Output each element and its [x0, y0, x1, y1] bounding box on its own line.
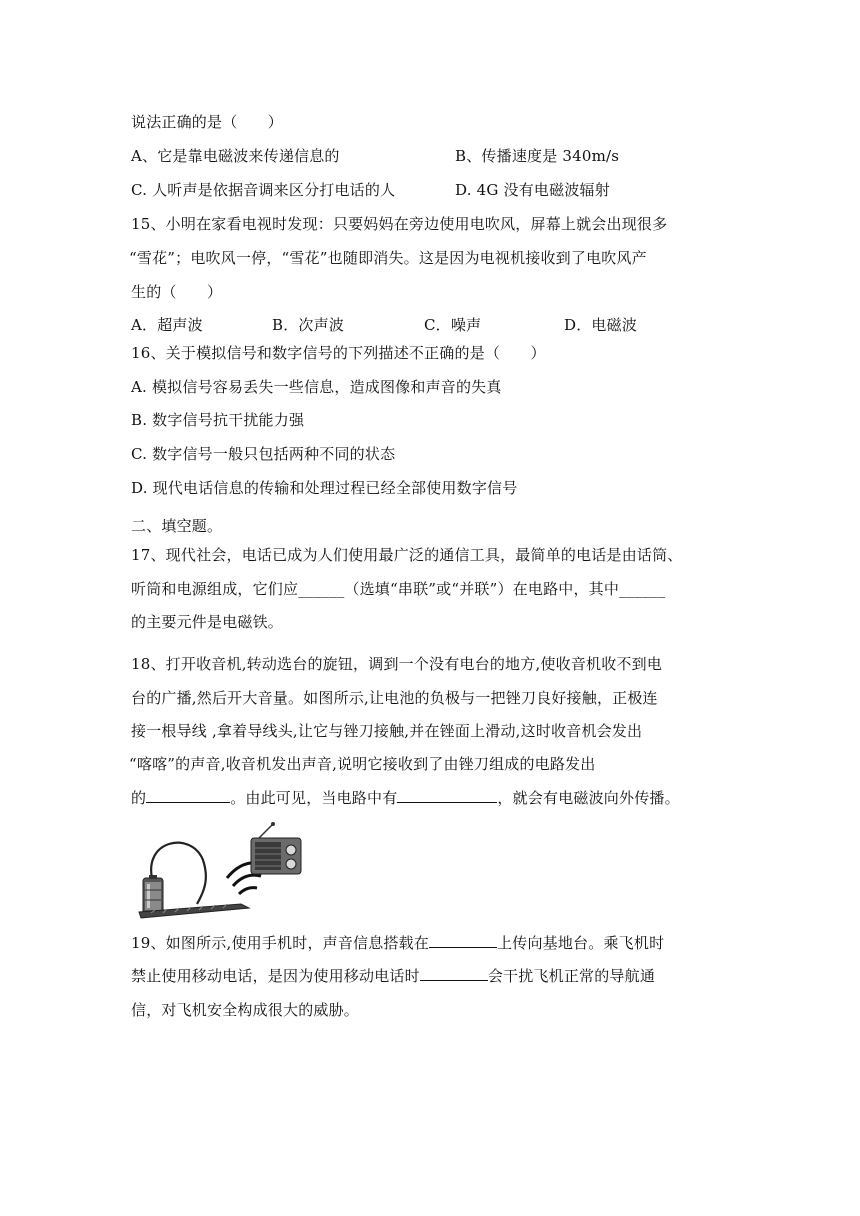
q17-text-a: 听筒和电源组成，它们应 [131, 580, 299, 598]
q18-text-a: 的 [131, 789, 147, 807]
q19-text-b: 上传向基地台。乘飞机时 [497, 934, 665, 952]
q15-option-b: B．次声波 [272, 316, 345, 334]
q19-line2 [131, 966, 655, 986]
q19-blank-1[interactable] [429, 933, 497, 948]
q19-blank-2[interactable] [420, 966, 488, 981]
q18-line5 [131, 788, 680, 808]
q17-blank-2[interactable]: ______ [619, 580, 666, 598]
q14-option-a: A、它是靠电磁波来传递信息的 [131, 147, 340, 165]
q17-line2 [131, 579, 665, 599]
q16-option-a: A. 模拟信号容易丢失一些信息，造成图像和声音的失真 [131, 378, 502, 396]
q14-option-c: C. 人听声是依据音调来区分打电话的人 [131, 181, 396, 199]
q16-option-d: D. 现代电话信息的传输和处理过程已经全部使用数字信号 [131, 479, 518, 497]
q14-options-row2 [131, 180, 731, 200]
q14-options-row1 [131, 146, 731, 166]
battery-file-radio-illustration [131, 820, 311, 920]
q16-option-b: B. 数字信号抗干扰能力强 [131, 411, 305, 429]
section-fill-in-heading: 二、填空题。 [131, 517, 223, 535]
q18-line3: 接一根导线 ,拿着导线头,让它与锉刀接触,并在锉面上滑动,这时收音机会发出 [131, 722, 643, 740]
q18-text-b: 。由此可见，当电路中有 [230, 789, 398, 807]
q16-stem: 16、关于模拟信号和数字信号的下列描述不正确的是（ ） [131, 344, 546, 362]
q17-line3: 的主要元件是电磁铁。 [131, 613, 284, 631]
q19-text-a: 19、如图所示,使用手机时，声音信息搭载在 [131, 934, 430, 952]
q18-line1: 18、打开收音机,转动选台的旋钮，调到一个没有电台的地方,使收音机收不到电 [131, 655, 663, 673]
q15-option-c: C．噪声 [424, 316, 482, 334]
battery-icon [143, 875, 163, 914]
q19-line3: 信，对飞机安全构成很大的威胁。 [131, 1001, 360, 1019]
q15-line2: “雪花”；电吹风一停，“雪花”也随即消失。这是因为电视机接收到了电吹风产 [129, 249, 647, 267]
q15-line1: 15、小明在家看电视时发现：只要妈妈在旁边使用电吹风，屏幕上就会出现很多 [131, 215, 668, 233]
q18-line2: 台的广播,然后开大音量。如图所示,让电池的负极与一把锉刀良好接触，正极连 [131, 689, 658, 707]
q17-line1: 17、现代社会，电话已成为人们使用最广泛的通信工具，最简单的电话是由话筒、 [131, 546, 683, 564]
q18-line4: “喀喀”的声音,收音机发出声音,说明它接收到了由锉刀组成的电路发出 [129, 755, 596, 773]
q17-blank-1[interactable]: ______ [298, 580, 345, 598]
q14-option-d: D. 4G 没有电磁波辐射 [455, 181, 610, 199]
q18-text-c: ，就会有电磁波向外传播。 [497, 789, 680, 807]
q19-text-c: 禁止使用移动电话，是因为使用移动电话时 [131, 967, 420, 985]
q15-option-a: A．超声波 [131, 316, 203, 334]
q18-figure [131, 820, 311, 920]
q17-text-b: （选填“串联”或“并联”）在电路中，其中 [344, 580, 620, 598]
q14-option-b: B、传播速度是 340m/s [455, 147, 620, 165]
q15-line3: 生的（ ） [131, 283, 223, 301]
q16-option-c: C. 数字信号一般只包括两种不同的状态 [131, 445, 396, 463]
q19-line1 [131, 933, 664, 953]
q18-blank-2[interactable] [397, 788, 497, 803]
q19-text-d: 会干扰飞机正常的导航通 [487, 967, 656, 985]
q18-blank-1[interactable] [146, 788, 230, 803]
radio-icon [251, 822, 301, 874]
q15-option-d: D．电磁波 [564, 316, 638, 334]
q14-tail: 说法正确的是（ ） [131, 113, 284, 131]
